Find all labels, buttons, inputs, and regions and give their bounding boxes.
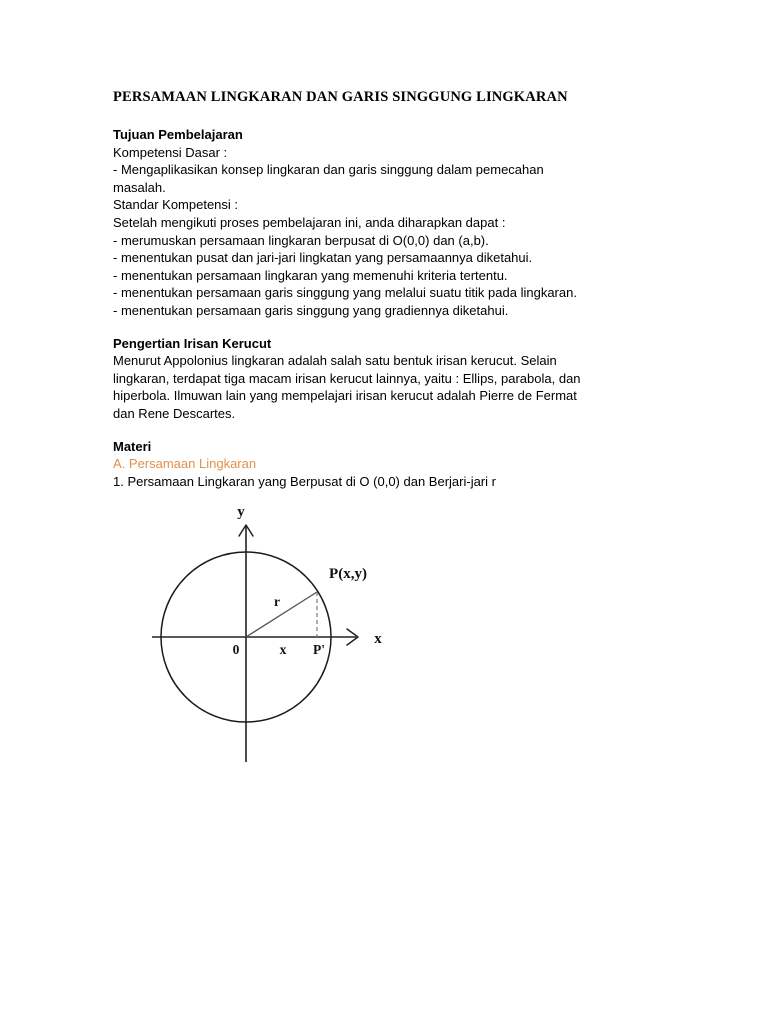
pengertian-paragraph-line-0: Menurut Appolonius lingkaran adalah salah satu bentuk irisan kerucut. Selain [113,353,557,369]
label-standar-kompetensi: Standar Kompetensi : [113,197,239,213]
standar-kompetensi-item-2: - menentukan persamaan lingkaran yang memenuhi kriteria tertentu. [113,267,508,283]
standar-kompetensi-item-4: - menentukan persamaan garis singgung yang gradiennya diketahui. [113,302,509,318]
materi-item-1: 1. Persamaan Lingkaran yang Berpusat di O (0,0) dan Berjari-jari r [113,473,496,489]
heading-pengertian-irisan-kerucut: Pengertian Irisan Kerucut [113,335,272,351]
pengertian-paragraph-line-1: lingkaran, terdapat tiga macam irisan kerucut lainnya, yaitu : Ellips, parabola, dan [113,370,581,386]
section-materi [113,438,673,491]
heading-tujuan-pembelajaran: Tujuan Pembelajaran [113,127,243,142]
standar-kompetensi-intro: Setelah mengikuti proses pembelajaran ini, anda diharapkan dapat : [113,214,506,230]
y-axis-label: y [237,504,245,520]
radius-label: r [274,594,280,609]
standar-kompetensi-item-1: - menentukan pusat dan jari-jari lingkatan yang persamaannya diketahui. [113,250,533,266]
label-kompetensi-dasar: Kompetensi Dasar : [113,144,228,160]
point-p-label: P(x,y) [329,566,367,582]
page-title: PERSAMAAN LINGKARAN DAN GARIS SINGGUNG LINGKARAN [113,89,568,105]
foot-point-label: P' [313,642,325,657]
pengertian-paragraph-line-3: dan Rene Descartes. [113,405,236,421]
kompetensi-dasar-item-0-wrap: masalah. [113,179,166,195]
materi-subsection-a: A. Persamaan Lingkaran [113,456,257,472]
pengertian-paragraph-line-2: hiperbola. Ilmuwan lain yang mempelajari irisan kerucut adalah Pierre de Fermat [113,388,577,404]
standar-kompetensi-item-3: - menentukan persamaan garis singgung yang melalui suatu titik pada lingkaran. [113,285,577,301]
kompetensi-dasar-item-0: - Mengaplikasikan konsep lingkaran dan garis singgung dalam pemecahan [113,162,544,178]
section-tujuan-pembelajaran [113,126,673,320]
x-axis-label: x [374,631,382,647]
section-pengertian-irisan-kerucut [113,335,673,423]
heading-materi: Materi [113,438,152,454]
document-content [113,88,673,505]
standar-kompetensi-item-0: - merumuskan persamaan lingkaran berpusat di O(0,0) dan (a,b). [113,232,489,248]
abscissa-label: x [279,642,287,657]
origin-label: 0 [232,642,240,657]
circle-equation-diagram [0,498,768,788]
radius-line [246,592,317,637]
